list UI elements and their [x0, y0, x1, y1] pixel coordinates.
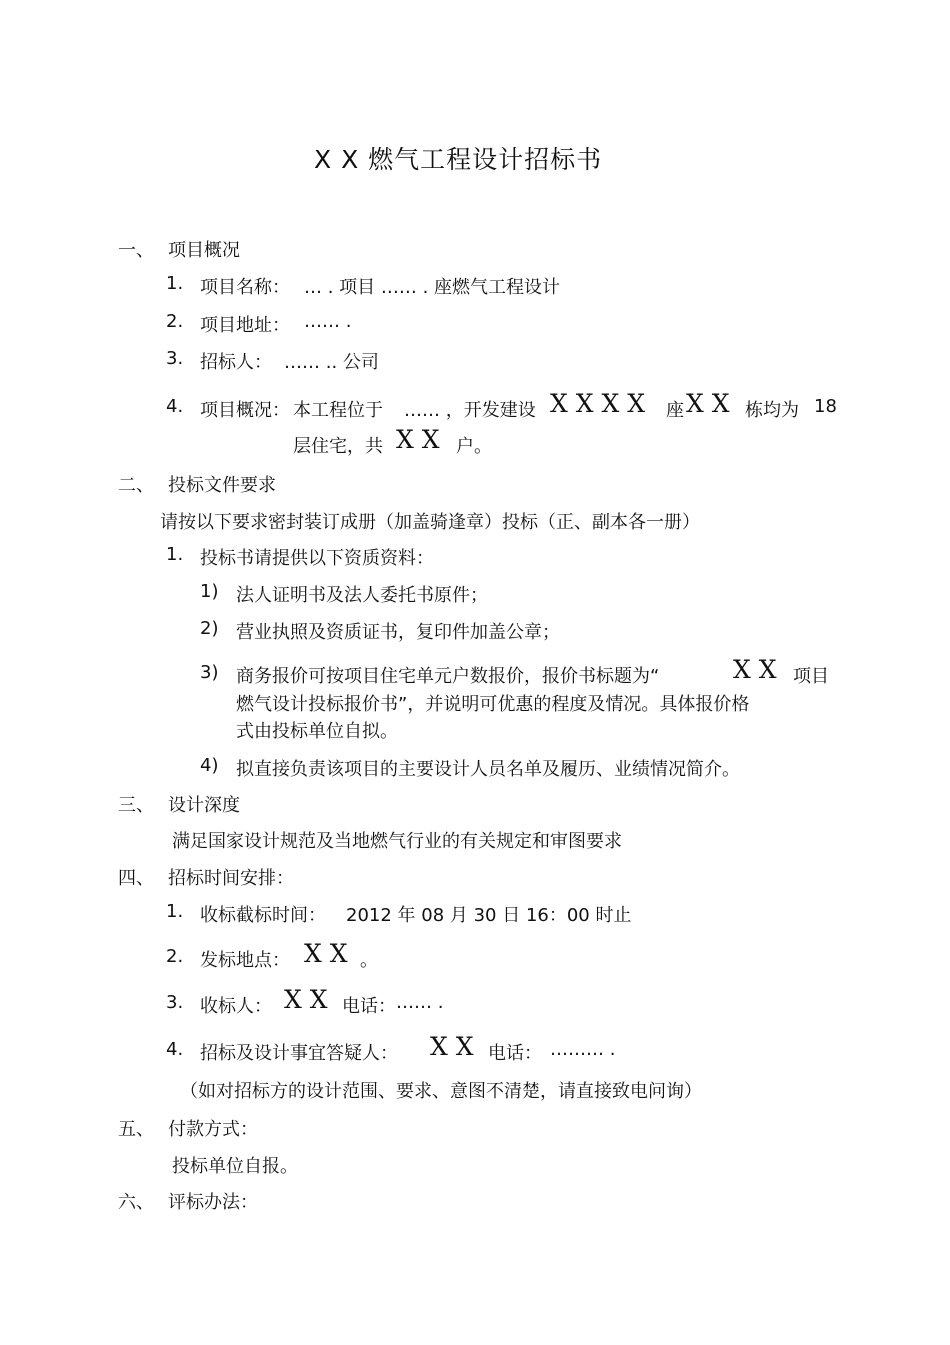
sub-item-number: 4) [200, 755, 219, 776]
item-number: 3. [166, 992, 184, 1013]
receiver-phone-label: 电话： [342, 996, 396, 1017]
overview-text: 本工程位于 [293, 400, 383, 421]
sub-item-number: 1) [200, 581, 219, 602]
sub-item-text: 项目 [793, 666, 829, 687]
section-3-text: 满足国家设计规范及当地燃气行业的有关规定和审图要求 [172, 831, 622, 852]
tenderer-value: …… .. 公司 [284, 352, 379, 373]
overview-text: 座 [666, 400, 684, 421]
placeholder-mark: X X [304, 939, 348, 968]
section-2-heading: 投标文件要求 [168, 475, 276, 496]
overview-text: 18 [814, 396, 837, 417]
placeholder-mark: X X X X [550, 389, 646, 418]
item-number: 4. [166, 1039, 184, 1060]
section-5-heading: 付款方式： [168, 1119, 258, 1140]
sub-item-text: 法人证明书及法人委托书原件； [236, 585, 488, 606]
contact-phone-value: ……… . [550, 1039, 616, 1060]
placeholder-mark: X X [396, 425, 440, 454]
receiver-phone-value: …… . [396, 992, 444, 1013]
document-title: X X 燃气工程设计招标书 [314, 145, 603, 174]
contact-phone-label: 电话： [488, 1043, 542, 1064]
placeholder-mark: X X [686, 389, 730, 418]
overview-text: 户。 [456, 436, 492, 457]
sub-item-text: 式由投标单位自拟。 [236, 721, 398, 742]
sub-item-text: 拟直接负责该项目的主要设计人员名单及履历、业绩情况简介。 [236, 759, 740, 780]
project-name-value: … . 项目 …… . 座燃气工程设计 [304, 277, 561, 298]
deadline-label: 收标截标时间： [200, 905, 326, 926]
contact-label: 招标及设计事宜答疑人： [200, 1043, 398, 1064]
deadline-value: 2012 年 08 月 30 日 16：00 时止 [346, 905, 632, 926]
item-number: 2. [166, 946, 184, 967]
item-number: 3. [166, 348, 184, 369]
sub-item-number: 2) [200, 618, 219, 639]
sub-item-text: 营业执照及资质证书，复印件加盖公章； [236, 622, 560, 643]
project-address-label: 项目地址： [200, 315, 290, 336]
item-number: 1. [166, 544, 184, 565]
section-4-heading: 招标时间安排： [168, 868, 294, 889]
tenderer-label: 招标人： [200, 352, 272, 373]
item-number: 4. [166, 396, 184, 417]
overview-text: …… ，开发建设 [404, 400, 536, 421]
section-4-number: 四、 [118, 868, 154, 889]
section-3-heading: 设计深度 [168, 795, 240, 816]
receiver-label: 收标人： [200, 996, 272, 1017]
project-address-value: …… . [304, 311, 352, 332]
section-6-heading: 评标办法： [168, 1192, 258, 1213]
section-5-text: 投标单位自报。 [172, 1156, 298, 1177]
section-5-number: 五、 [118, 1119, 154, 1140]
sub-item-text: 燃气设计投标报价书”，并说明可优惠的程度及情况。具体报价格 [236, 694, 750, 715]
section-1-number: 一、 [118, 240, 154, 261]
placeholder-mark: X X [284, 985, 328, 1014]
overview-text: 层住宅，共 [293, 436, 383, 457]
overview-label: 项目概况： [200, 400, 290, 421]
section-4-note: （如对招标方的设计范围、要求、意图不清楚，请直接致电问询） [180, 1081, 702, 1102]
section-2-intro: 请按以下要求密封装订成册（加盖骑逢章）投标（正、副本各一册） [160, 512, 700, 533]
item-number: 2. [166, 311, 184, 332]
qualification-heading: 投标书请提供以下资质资料： [200, 548, 434, 569]
section-6-number: 六、 [118, 1192, 154, 1213]
sub-item-text: 商务报价可按项目住宅单元户数报价，报价书标题为“ [236, 666, 660, 687]
item-number: 1. [166, 901, 184, 922]
placeholder-mark: X X [733, 655, 777, 684]
sub-item-number: 3) [200, 662, 219, 683]
overview-text: 栋均为 [745, 400, 799, 421]
project-name-label: 项目名称： [200, 277, 290, 298]
placeholder-mark: X X [430, 1032, 474, 1061]
item-number: 1. [166, 273, 184, 294]
section-2-number: 二、 [118, 475, 154, 496]
section-1-heading: 项目概况 [168, 240, 240, 261]
section-3-number: 三、 [118, 795, 154, 816]
issue-location-label: 发标地点： [200, 950, 290, 971]
issue-location-end: 。 [360, 950, 378, 971]
